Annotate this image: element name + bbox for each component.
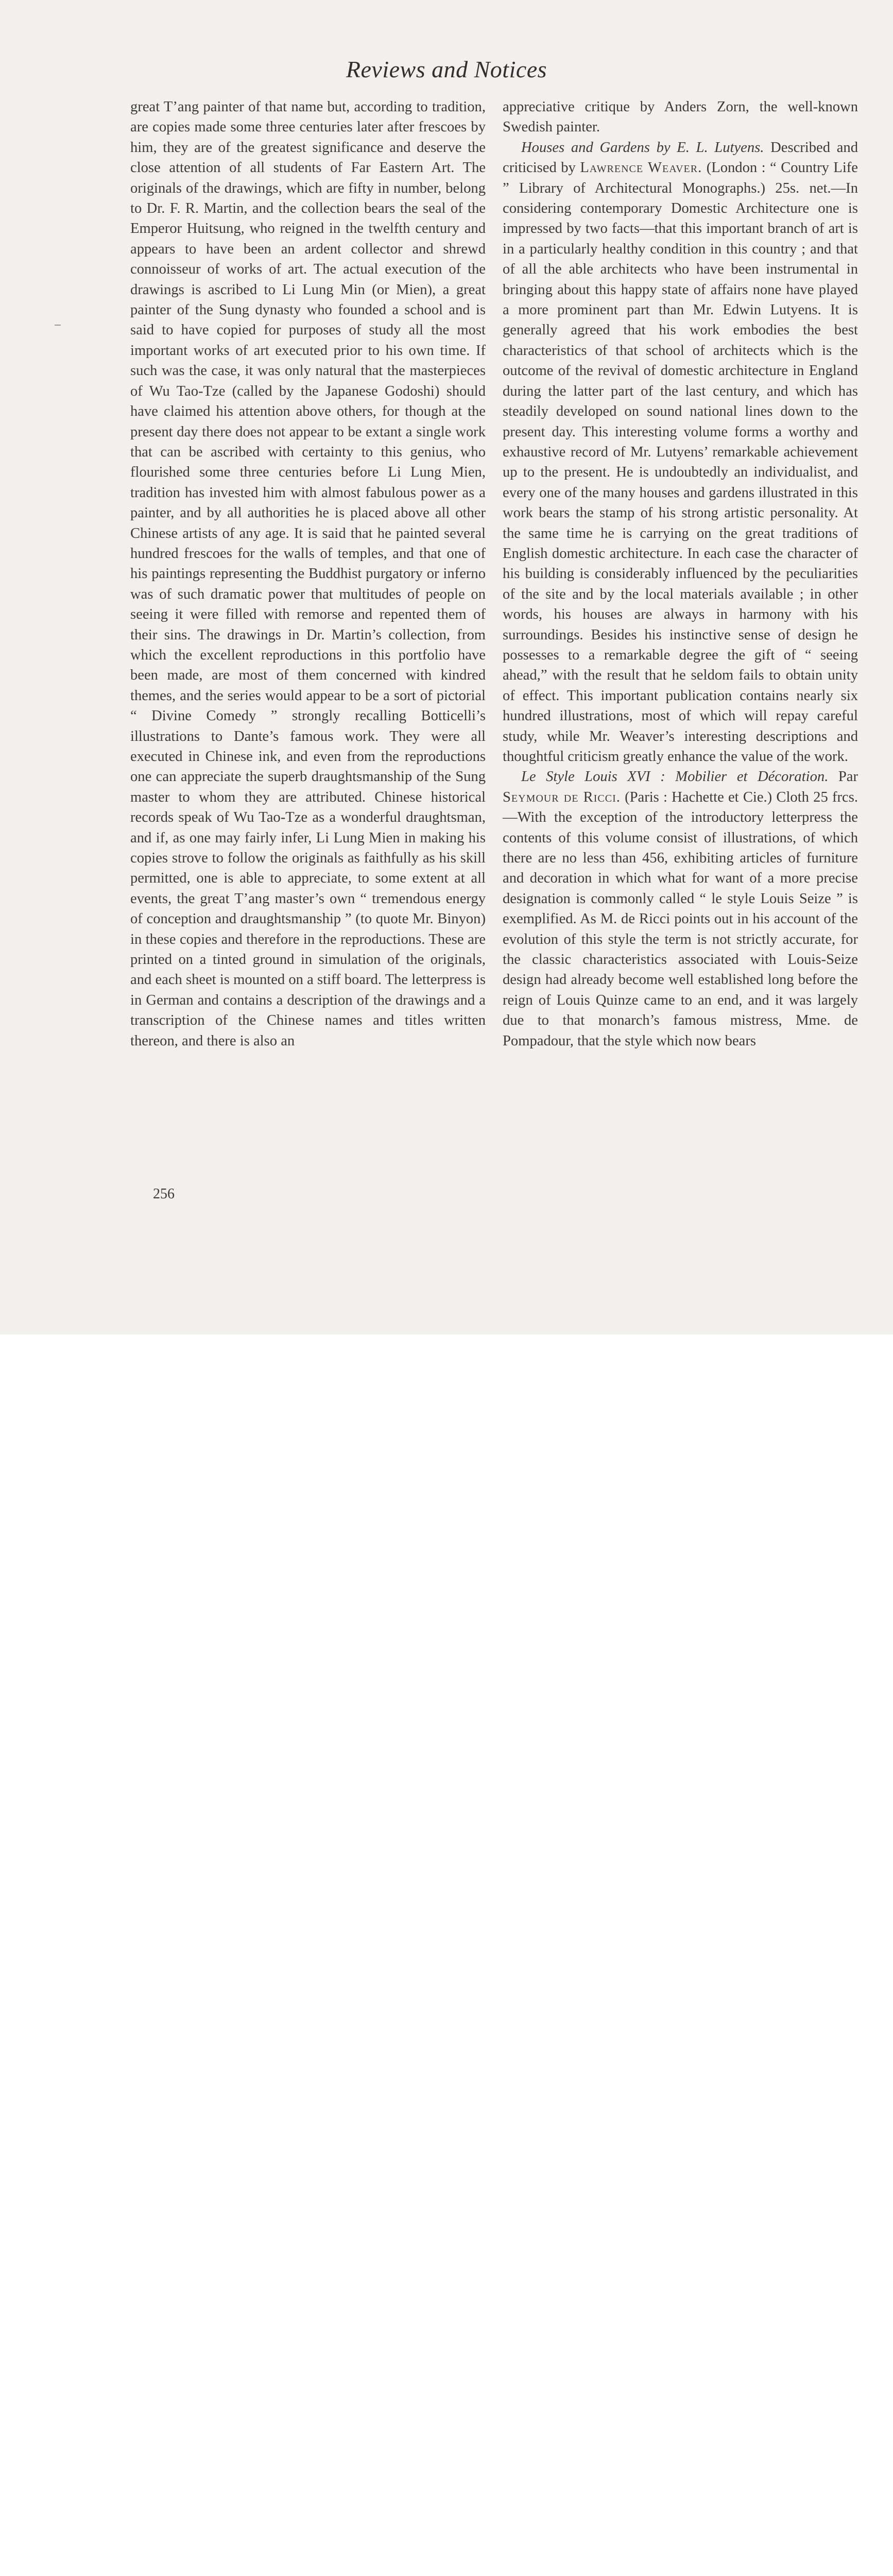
review-title: Houses and Gardens by E. L. Lutyens. (521, 139, 764, 156)
review-louis-xvi (503, 767, 858, 1051)
right-column (503, 97, 858, 1051)
review-pre: Described and criticised by (503, 139, 858, 176)
review-body: (Paris : Hachette et Cie.) Cloth 25 frcs.—With the exception of the introductory letterpress the contents of this volume consist of illustrations, of which there are no less than 456, exhibiting articles of furniture and decoration in which what for want of a more precise designation is commonly called “ le style Louis Seize ” is exemplified. As M. de Ricci points out in his account of the evolution of this style the term is not strictly accurate, for the classic characteristics associated with Louis-Seize design had already become well established long before the reign of Louis Quinze came to an end, and it was largely due to that monarch’s famous mistress, Mme. de Pompadour, that the style which now bears (503, 789, 858, 1049)
running-head: Reviews and Notices (346, 56, 547, 82)
page-number: 256 (153, 1186, 175, 1202)
margin-mark (55, 325, 61, 326)
review-pre: Par (838, 769, 858, 785)
review-lutyens (503, 138, 858, 767)
left-column (130, 97, 486, 1051)
review-body: (London : “ Country Life ” Library of Architectural Monographs.) 25s. net.—In considering contemporary Domestic Architecture one is impressed by two facts—that this important branch of art is in a particularly healthy condition in this country ; and that of all the able architects who have been instrumental in bringing about this happy state of affairs none have played a more prominent part than Mr. Edwin Lutyens. It is generally agreed that his work embodies the best characteristics of that school of architects which is the outcome of the revival of domestic architecture in England during the latter part of the last century, and which has steadily developed on sound national lines down to the present day. This interesting volume forms a worthy and exhaustive record of Mr. Lutyens’ remarkable achievement up to the present. He is undoubtedly an individualist, and every one of the many houses and gardens illustrated in this work bears the stamp of his strong artistic personality. At the same time he is carrying on the great traditions of English domestic architecture. In each case the character of his building is considerably influenced by the peculiarities of the site and by the local materials available ; in other words, his houses are always in harmony with his surroundings. Besides his instinctive sense of design he possesses to a remarkable degree the gift of “ seeing ahead,” with the result that he seldom fails to obtain unity of effect. This important publication contains nearly six hundred illustrations, most of which will repay careful study, while Mr. Weaver’s interesting descriptions and thoughtful criticism greatly enhance the value of the work. (503, 160, 858, 765)
review-title: Le Style Louis XVI : Mobilier et Décoration. (521, 769, 829, 785)
review-intro-continuation: appreciative critique by Anders Zorn, the well-known Swedish painter. (503, 99, 858, 135)
left-paragraph: great T’ang painter of that name but, according to tradition, are copies made some three centuries later after frescoes by him, they are of the greatest significance and deserve the close attention of all students of Far Eastern Art. The originals of the drawings, which are fifty in number, belong to Dr. F. R. Martin, and the collection bears the seal of the Emperor Huitsung, who reigned in the twelfth century and appears to have been an ardent collector and shrewd connoisseur of works of art. The actual execution of the drawings is ascribed to Li Lung Min (or Mien), a great painter of the Sung dynasty who founded a school and is said to have copied for purposes of study all the most important works of art executed prior to his own time. If such was the case, it was only natural that the masterpieces of Wu Tao-Tze (called by the Japanese Godoshi) should have claimed his attention above others, for though at the present day there does not appear to be extant a single work that can be ascribed with certainty to this genius, who flourished some three centuries before Li Lung Mien, tradition has invested him with almost fabulous power as a painter, and by all authorities he is placed above all other Chinese artists of any age. It is said that he painted several hundred frescoes for the walls of temples, and that one of his paintings representing the Buddhist purgatory or inferno was of such dramatic power that multitudes of people on seeing it were filled with remorse and repented them of their sins. The drawings in Dr. Martin’s collection, from which the excellent reproductions in this portfolio have been made, are most of them concerned with kindred themes, and the series would appear to be a sort of pictorial “ Divine Comedy ” strongly recalling Botticelli’s illustrations to Dante’s famous work. They were all executed in Chinese ink, and even from the reproductions one can appreciate the superb draughtsmanship of the Sung master to whom they are attributed. Chinese historical records speak of Wu Tao-Tze as a wonderful draughtsman, and if, as one may fairly infer, Li Lung Mien in making his copies strove to follow the originals as faithfully as his skill permitted, one is able to appreciate, to some extent at all events, the great T’ang master’s own “ tremendous energy of conception and draughtsmanship ” (to quote Mr. Binyon) in these copies and therefore in the reproductions. These are printed on a tinted ground in simulation of the originals, and each sheet is mounted on a stiff board. The letterpress is in German and contains a description of the drawings and a transcription of the Chinese names and titles written thereon, and there is also an (130, 99, 486, 1049)
review-author: Seymour de Ricci. (503, 789, 621, 805)
review-author: Lawrence Weaver. (580, 160, 702, 176)
footer-bar (0, 1334, 893, 1398)
